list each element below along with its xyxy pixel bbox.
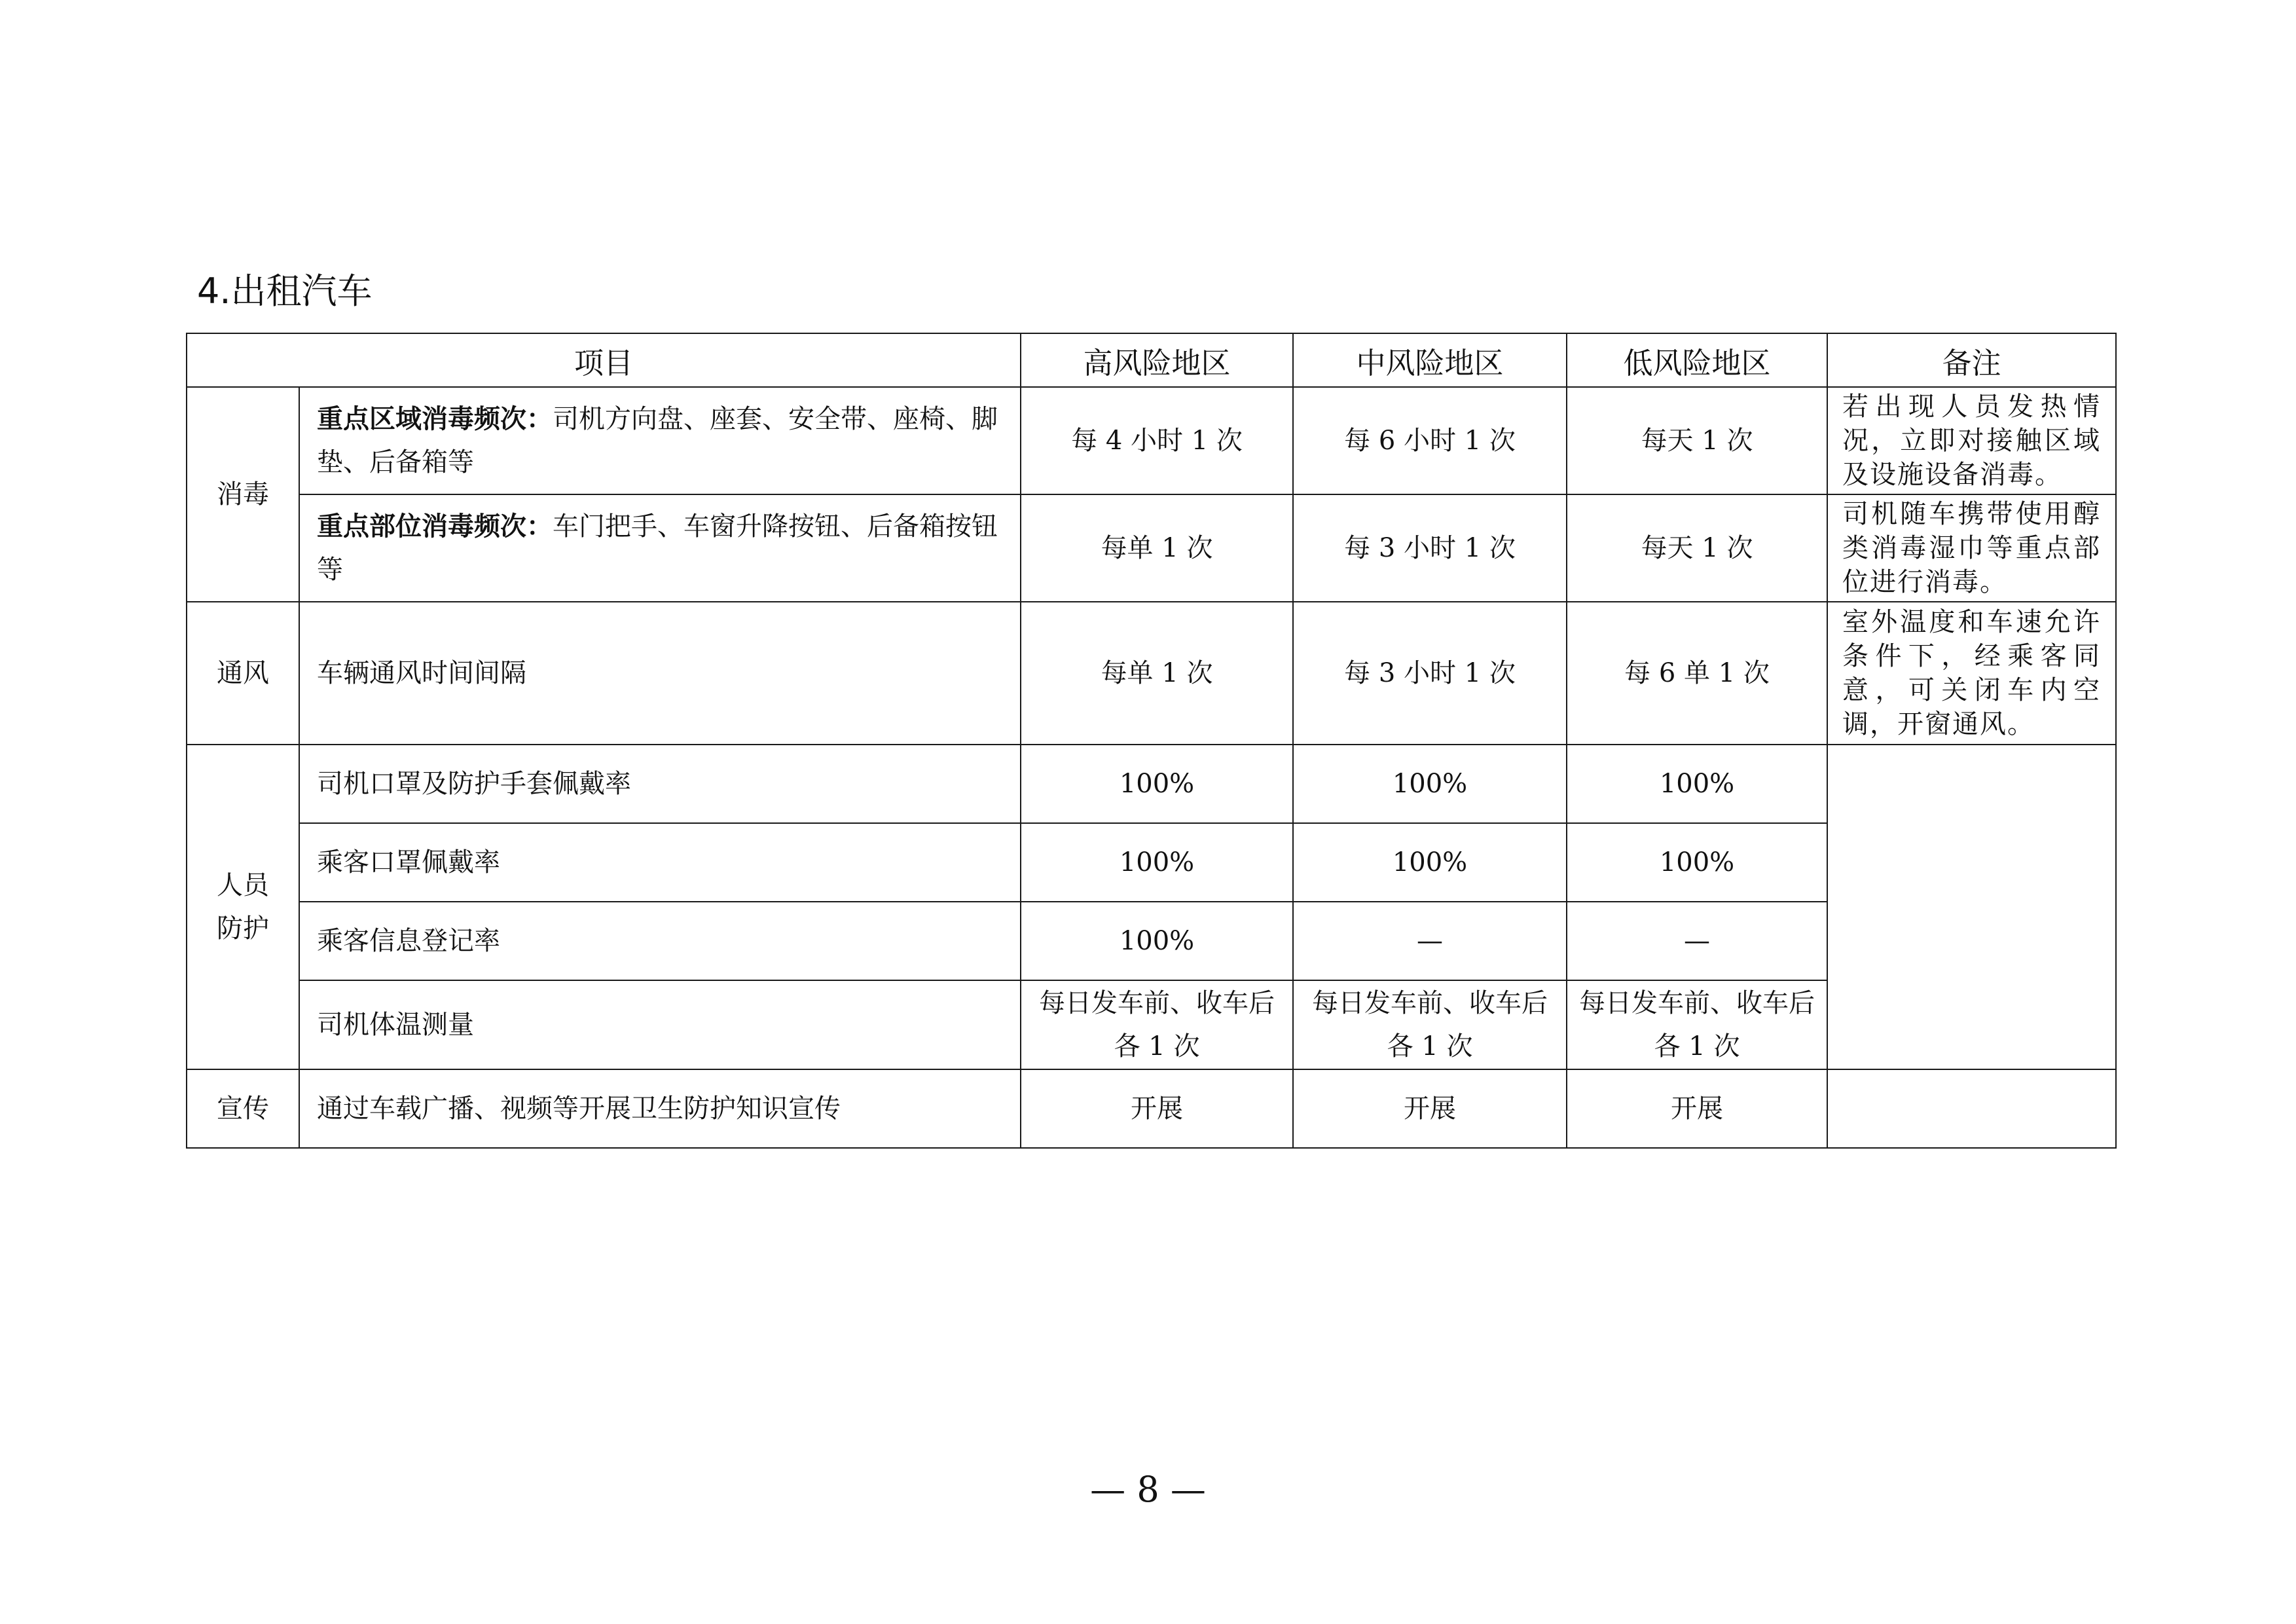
cell-low: — xyxy=(1567,902,1827,980)
table-row xyxy=(187,494,2116,602)
cell-mid: 100% xyxy=(1293,745,1567,823)
taxi-measures-table xyxy=(186,333,2117,1149)
row-item: 通过车载广播、视频等开展卫生防护知识宣传 xyxy=(299,1069,1021,1148)
cell-high: 100% xyxy=(1021,823,1293,902)
header-note: 备注 xyxy=(1827,333,2116,387)
cell-mid-text: 每日发车前、收车后各 1 次 xyxy=(1312,988,1548,1061)
cell-low-text: 每日发车前、收车后各 1 次 xyxy=(1579,988,1815,1061)
row-item-bold: 重点区域消毒频次： xyxy=(317,403,553,434)
cell-note: 司机随车携带使用醇类消毒湿巾等重点部位进行消毒。 xyxy=(1827,494,2116,602)
row-item: 司机口罩及防护手套佩戴率 xyxy=(299,745,1021,823)
row-item xyxy=(299,387,1021,494)
row-item: 乘客口罩佩戴率 xyxy=(299,823,1021,902)
cell-low: 每天 1 次 xyxy=(1567,494,1827,602)
cell-low: 每天 1 次 xyxy=(1567,387,1827,494)
cell-note-empty xyxy=(1827,745,2116,1069)
group-publicity: 宣传 xyxy=(187,1069,299,1148)
cell-mid: 每 3 小时 1 次 xyxy=(1293,602,1567,745)
table-row xyxy=(187,823,2116,902)
row-item: 司机体温测量 xyxy=(299,980,1021,1069)
row-item: 乘客信息登记率 xyxy=(299,902,1021,980)
cell-high: 每 4 小时 1 次 xyxy=(1021,387,1293,494)
table-row xyxy=(187,602,2116,745)
cell-high: 每单 1 次 xyxy=(1021,602,1293,745)
cell-mid: 开展 xyxy=(1293,1069,1567,1148)
group-protection xyxy=(187,745,299,1069)
row-item xyxy=(299,494,1021,602)
cell-low: 开展 xyxy=(1567,1069,1827,1148)
section-title: 4.出租汽车 xyxy=(197,270,373,312)
table-header-row xyxy=(187,333,2116,387)
header-item: 项目 xyxy=(187,333,1021,387)
cell-mid: 每 6 小时 1 次 xyxy=(1293,387,1567,494)
cell-high: 100% xyxy=(1021,745,1293,823)
table-row xyxy=(187,745,2116,823)
page-number: — 8 — xyxy=(1090,1469,1206,1510)
cell-low: 每 6 单 1 次 xyxy=(1567,602,1827,745)
table-row xyxy=(187,387,2116,494)
cell-mid: 100% xyxy=(1293,823,1567,902)
cell-high: 开展 xyxy=(1021,1069,1293,1148)
row-item: 车辆通风时间间隔 xyxy=(299,602,1021,745)
table-row xyxy=(187,902,2116,980)
row-item-text: 车门把手、车窗升降按钮、后备箱按钮等 xyxy=(317,511,998,585)
cell-high: 每单 1 次 xyxy=(1021,494,1293,602)
cell-note: 室外温度和车速允许条件下，经乘客同意，可关闭车内空调，开窗通风。 xyxy=(1827,602,2116,745)
header-low-risk: 低风险地区 xyxy=(1567,333,1827,387)
cell-note: 若出现人员发热情况，立即对接触区域及设施设备消毒。 xyxy=(1827,387,2116,494)
cell-mid xyxy=(1293,980,1567,1069)
group-disinfection: 消毒 xyxy=(187,387,299,602)
group-protection-line2: 防护 xyxy=(217,913,269,944)
group-protection-line1: 人员 xyxy=(217,870,269,900)
cell-low: 100% xyxy=(1567,823,1827,902)
cell-mid: 每 3 小时 1 次 xyxy=(1293,494,1567,602)
header-high-risk: 高风险地区 xyxy=(1021,333,1293,387)
cell-mid: — xyxy=(1293,902,1567,980)
cell-high xyxy=(1021,980,1293,1069)
cell-high-text: 每日发车前、收车后各 1 次 xyxy=(1039,988,1275,1061)
cell-note-empty xyxy=(1827,1069,2116,1148)
header-medium-risk: 中风险地区 xyxy=(1293,333,1567,387)
cell-low: 100% xyxy=(1567,745,1827,823)
cell-low xyxy=(1567,980,1827,1069)
group-ventilation: 通风 xyxy=(187,602,299,745)
cell-high: 100% xyxy=(1021,902,1293,980)
row-item-bold: 重点部位消毒频次： xyxy=(317,511,553,542)
table-row xyxy=(187,1069,2116,1148)
table-row xyxy=(187,980,2116,1069)
row-item-text: 司机方向盘、座套、安全带、座椅、脚垫、后备箱等 xyxy=(317,404,998,477)
